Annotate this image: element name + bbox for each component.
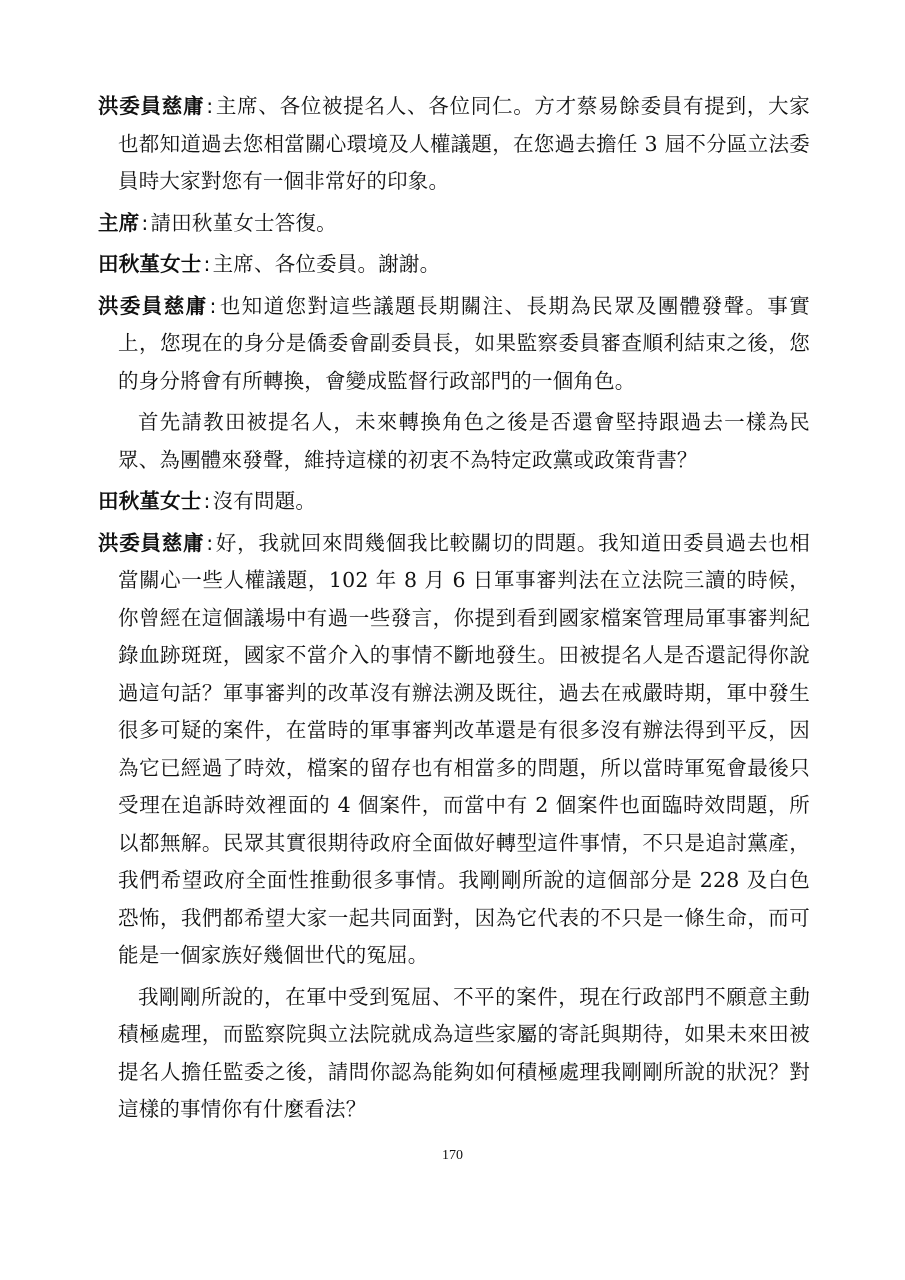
- speaker-separator: :: [206, 94, 214, 118]
- speaker-name: 洪委員慈庸: [98, 94, 205, 118]
- speaker-separator: :: [206, 530, 214, 555]
- speech-text: 沒有問題。: [212, 489, 317, 513]
- speaker-name: 田秋堇女士: [98, 252, 202, 276]
- speaker-name: 洪委員慈庸: [98, 293, 208, 318]
- speaker-separator: :: [203, 489, 211, 513]
- speaker-separator: :: [203, 252, 211, 276]
- speech-text: 也知道您對這些議題長期關注、長期為民眾及團體發聲。事實上，您現在的身分是僑委會副委員長，如果監察委員審查順利結束之後，您的身分將會有所轉換，會變成監督行政部門的一個角色。: [118, 293, 810, 393]
- transcript-body: [98, 88, 810, 1133]
- transcript-entry: [98, 525, 810, 975]
- speaker-name: 主席: [98, 210, 140, 235]
- speech-continuation: 我剛剛所說的，在軍中受到冤屈、不平的案件，現在行政部門不願意主動積極處理，而監察院與立法院就成為這些家屬的寄託與期待，如果未來田被提名人擔任監委之後，請問你認為能夠如何積極處理我剛剛所說的狀況？對這樣的事情你有什麼看法？: [118, 984, 810, 1121]
- speech-text: 主席、各位被提名人、各位同仁。方才蔡易餘委員有提到，大家也都知道過去您相當關心環境及人權議題，在您過去擔任 3 屆不分區立法委員時大家對您有一個非常好的印象。: [118, 94, 810, 193]
- speaker-separator: :: [141, 210, 149, 235]
- speech-text: 請田秋堇女士答復。: [150, 210, 337, 235]
- transcript-entry: [98, 88, 810, 201]
- speech-text: 好，我就回來問幾個我比較關切的問題。我知道田委員過去也相當關心一些人權議題，102 年 8 月 6 日軍事審判法在立法院三讀的時候，你曾經在這個議場中有過一些發言，你提到看到國家檔案管理局軍事審判紀錄血跡斑斑，國家不當介入的事情不斷地發生。田被提名人是否還記得你說過這句話？軍事審判的改革沒有辦法溯及既往，過去在戒嚴時期，軍中發生很多可疑的案件，在當時的軍事審判改革還是有很多沒有辦法得到平反，因為它已經過了時效，檔案的留存也有相當多的問題，所以當時軍冤會最後只受理在追訴時效裡面的 4 個案件，而當中有 2 個案件也面臨時效問題，所以都無解。民眾其實很期待政府全面做好轉型這件事情，不只是追討黨產，我們希望政府全面性推動很多事情。我剛剛所說的這個部分是 228 及白色恐怖，我們都希望大家一起共同面對，因為它代表的不只是一條生命，而可能是一個家族好幾個世代的冤屈。: [118, 530, 810, 967]
- page-number: 170: [442, 1148, 463, 1163]
- speech-text: 主席、各位委員。謝謝。: [212, 252, 441, 276]
- transcript-entry: [98, 483, 810, 521]
- speech-continuation: 首先請教田被提名人，未來轉換角色之後是否還會堅持跟過去一樣為民眾、為團體來發聲，維持這樣的初衷不為特定政黨或政策背書？: [118, 410, 810, 472]
- speaker-name: 田秋堇女士: [98, 489, 202, 513]
- speaker-separator: :: [209, 293, 217, 318]
- transcript-entry: [98, 288, 810, 401]
- speaker-name: 洪委員慈庸: [98, 530, 205, 555]
- transcript-entry: [98, 246, 810, 284]
- transcript-entry: [98, 205, 810, 243]
